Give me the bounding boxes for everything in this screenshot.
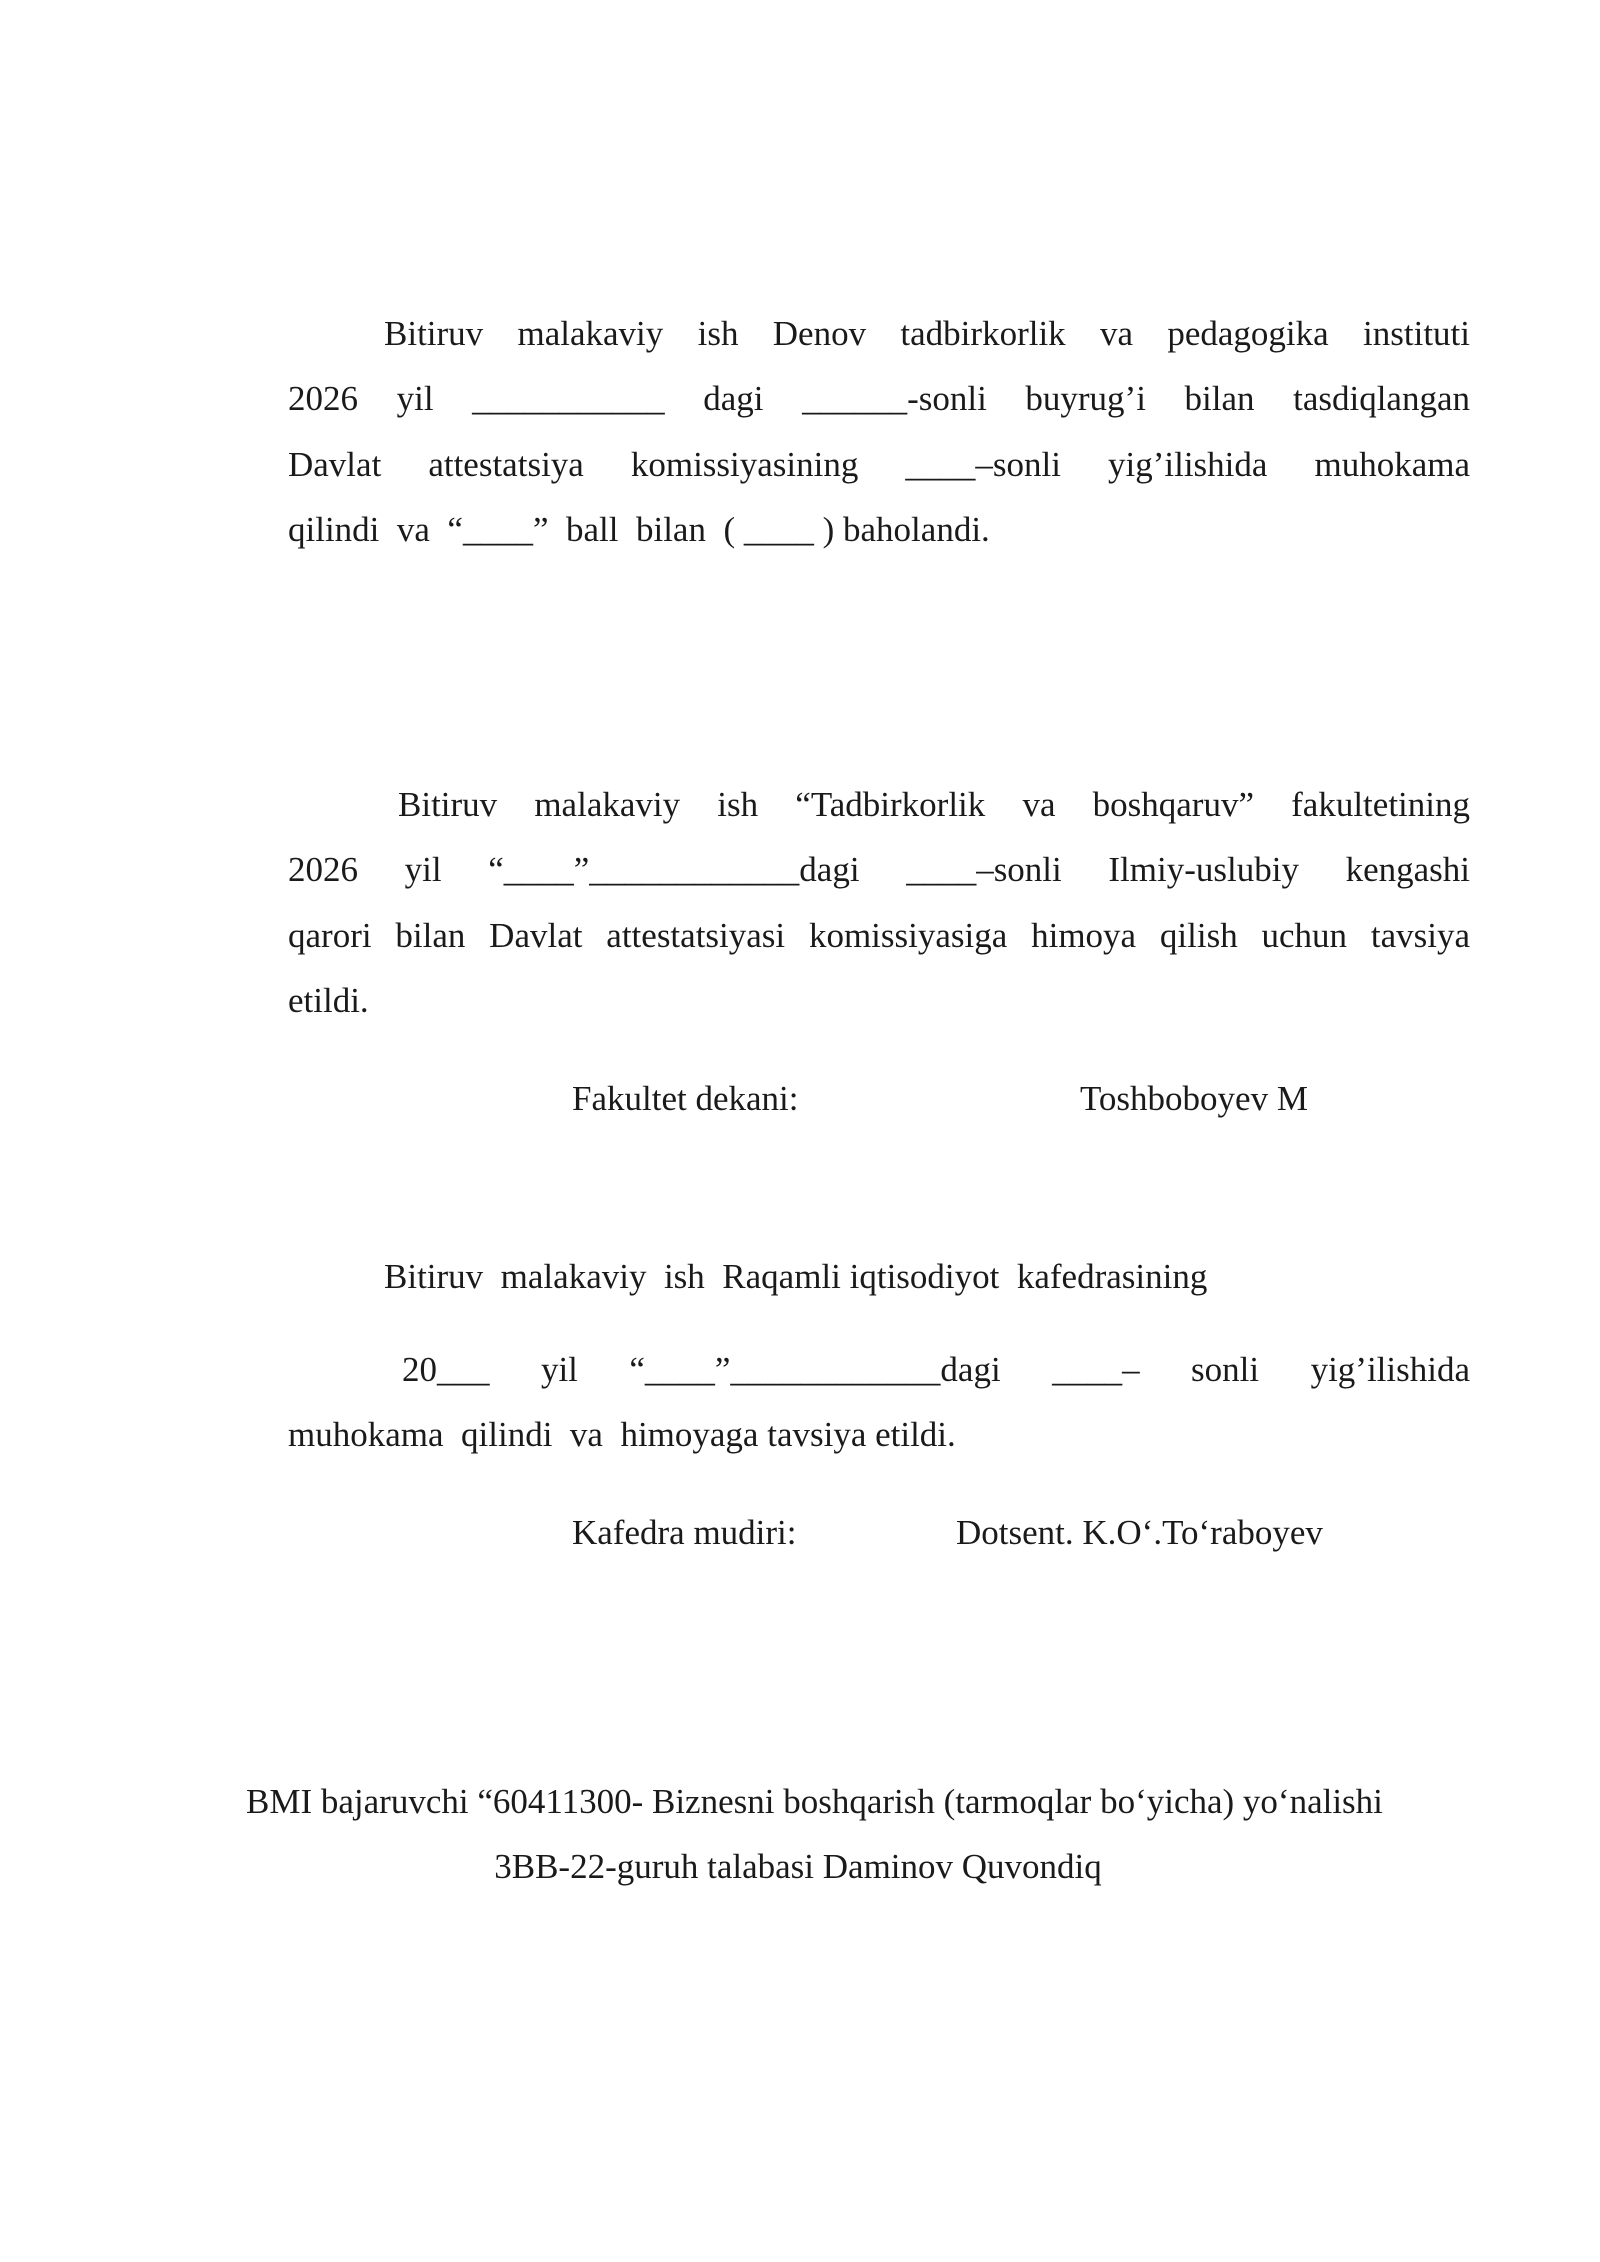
paragraph2-line3: qarori bilan Davlat attestatsiyasi komissiyasiga himoya qilish uchun tavsiya (288, 916, 1470, 955)
paragraph1-line4: qilindi va “____” ball bilan ( ____ ) baholandi. (288, 510, 990, 549)
paragraph1-line3: Davlat attestatsiya komissiyasining ____–sonli yig’ilishida muhokama (288, 445, 1470, 484)
paragraph2-line4: etildi. (288, 981, 369, 1020)
dean-signature-name: Toshboboyev M (1080, 1079, 1308, 1118)
footer-line2: 3BB-22-guruh talabasi Daminov Quvondiq (494, 1847, 1102, 1886)
paragraph3-line1: Bitiruv malakaviy ish Raqamli iqtisodiyot kafedrasining (384, 1257, 1208, 1296)
dean-signature-role: Fakultet dekani: (572, 1079, 799, 1118)
paragraph3-line2: 20___ yil “____”____________dagi ____– sonli yig’ilishida (402, 1350, 1470, 1389)
paragraph1-line2: 2026 yil ___________ dagi ______-sonli buyrug’i bilan tasdiqlangan (288, 379, 1470, 418)
paragraph2-line1: Bitiruv malakaviy ish “Tadbirkorlik va boshqaruv” fakultetining (398, 785, 1470, 824)
paragraph1-line1: Bitiruv malakaviy ish Denov tadbirkorlik va pedagogika instituti (384, 314, 1470, 353)
footer-line1: BMI bajaruvchi “60411300- Biznesni boshqarish (tarmoqlar bo‘yicha) yo‘nalishi (246, 1782, 1383, 1821)
paragraph3-line3: muhokama qilindi va himoyaga tavsiya etildi. (288, 1415, 956, 1454)
paragraph2-line2: 2026 yil “____”____________dagi ____–sonli Ilmiy-uslubiy kengashi (288, 850, 1470, 889)
department-head-signature-role: Kafedra mudiri: (572, 1513, 797, 1552)
department-head-signature-name: Dotsent. K.O‘.To‘raboyev (956, 1513, 1323, 1552)
